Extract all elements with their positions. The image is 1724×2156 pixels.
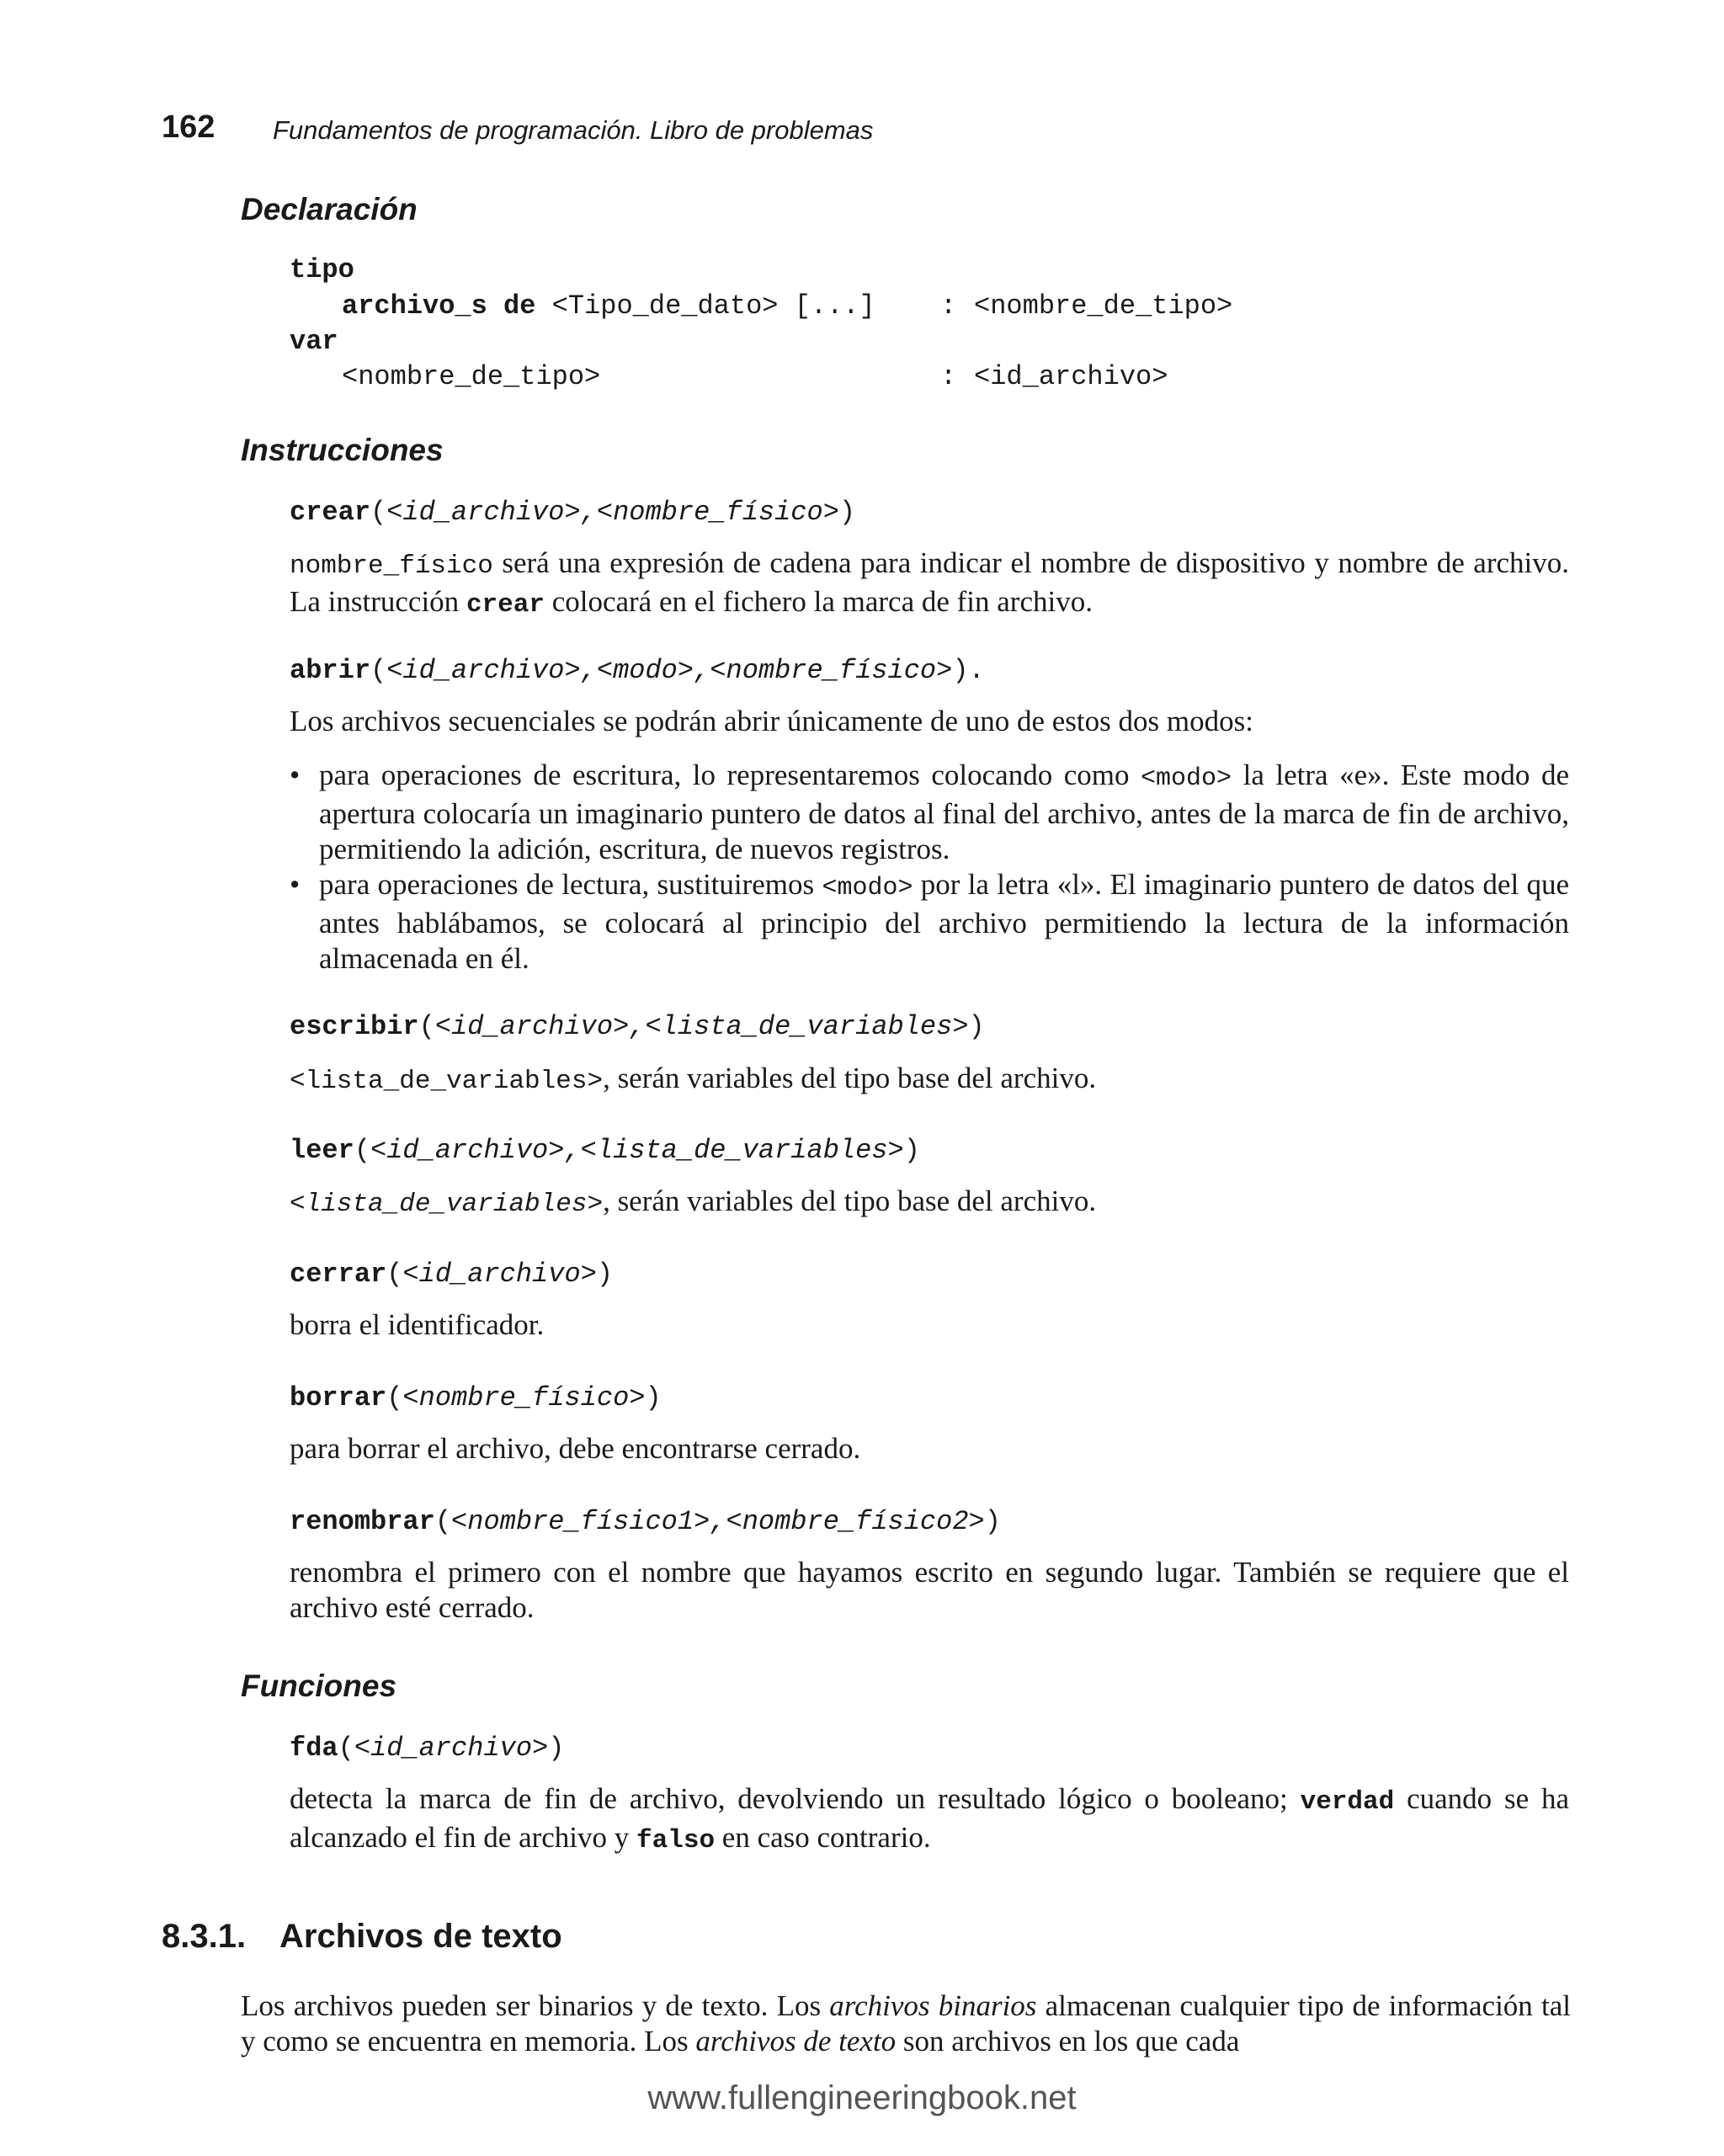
bullet-icon: • bbox=[290, 759, 301, 791]
function-name: cerrar bbox=[290, 1259, 387, 1290]
code-line-archivo bbox=[342, 290, 875, 322]
list-text: para operaciones de lectura, sustituiremos bbox=[319, 868, 822, 901]
description-text: cuando se ha alcanzado el fin de archivo y bbox=[290, 1782, 1569, 1854]
description-text: , serán variables del tipo base del archivo. bbox=[603, 1184, 1097, 1217]
paren-open: ( bbox=[418, 1011, 435, 1042]
list-item bbox=[290, 867, 1569, 977]
signature-fda bbox=[290, 1733, 564, 1764]
signature-renombrar bbox=[290, 1506, 1001, 1537]
signature-leer bbox=[290, 1135, 920, 1166]
description-escribir bbox=[290, 1061, 1569, 1099]
paragraph-text: almacenan cualquier tipo de información tal y como se encuentra en memoria. Los bbox=[241, 1989, 1571, 2058]
section-number: 8.3.1. bbox=[162, 1918, 247, 1955]
code-line-tipo bbox=[290, 254, 354, 285]
paren-close: ) bbox=[645, 1382, 662, 1413]
signature-crear bbox=[290, 497, 855, 528]
bullet-icon: • bbox=[290, 868, 301, 901]
heading-funciones: Funciones bbox=[241, 1669, 397, 1703]
paren-open: ( bbox=[386, 1259, 403, 1290]
running-title: Fundamentos de programación. Libro de problemas bbox=[273, 115, 874, 145]
description-text: será una expresión de cadena para indicar el nombre de dispositivo y nombre de archivo. La instrucción bbox=[290, 546, 1569, 618]
paren-close: ) bbox=[903, 1135, 920, 1166]
paren-open: ( bbox=[370, 497, 387, 528]
description-leer bbox=[290, 1184, 1569, 1222]
keyword-var: var bbox=[290, 326, 338, 357]
function-args: <id_archivo>,<lista_de_variables> bbox=[434, 1011, 969, 1042]
keyword-archivo-s-de: archivo_s de bbox=[342, 290, 536, 322]
code-var-type: <nombre_de_tipo> bbox=[342, 361, 601, 392]
function-args: <id_archivo>,<lista_de_variables> bbox=[370, 1135, 904, 1166]
code-line-var bbox=[290, 326, 338, 357]
list-item bbox=[290, 758, 1569, 867]
paren-open: ( bbox=[370, 655, 387, 686]
inline-code: verdad bbox=[1300, 1787, 1395, 1817]
description-renombrar: renombra el primero con el nombre que hayamos escrito en segundo lugar. También se requiere que el archivo esté cerrado. bbox=[290, 1556, 1569, 1624]
description-text: en caso contrario. bbox=[715, 1821, 931, 1854]
inline-code: crear bbox=[466, 590, 545, 620]
paren-close: ) bbox=[548, 1733, 565, 1764]
heading-instrucciones: Instrucciones bbox=[241, 433, 444, 467]
list-text: para operaciones de escritura, lo representaremos colocando como bbox=[319, 759, 1141, 791]
section-title: Archivos de texto bbox=[279, 1918, 562, 1955]
description-borrar: para borrar el archivo, debe encontrarse cerrado. bbox=[290, 1432, 861, 1465]
description-text: colocará en el fichero la marca de fin archivo. bbox=[544, 585, 1093, 618]
inline-code: <modo> bbox=[1141, 764, 1232, 793]
emphasis: archivos de texto bbox=[695, 2025, 897, 2058]
signature-borrar bbox=[290, 1382, 662, 1413]
paren-close: ) bbox=[838, 497, 856, 528]
function-args: <nombre_físico> bbox=[402, 1382, 646, 1413]
paren-open: ( bbox=[386, 1382, 403, 1413]
type-placeholder: <Tipo_de_dato> [...] bbox=[551, 290, 875, 322]
function-name: leer bbox=[290, 1135, 354, 1166]
heading-declaracion: Declaración bbox=[241, 192, 418, 226]
footer-url: www.fullengineeringbook.net bbox=[647, 2079, 1077, 2116]
paren-open: ( bbox=[354, 1135, 371, 1166]
function-args: <id_archivo> bbox=[354, 1733, 549, 1764]
inline-code: falso bbox=[636, 1826, 716, 1855]
signature-abrir bbox=[290, 655, 985, 686]
paren-open: ( bbox=[434, 1506, 452, 1537]
function-name: crear bbox=[290, 497, 371, 528]
code-id-archivo: <id_archivo> bbox=[974, 361, 1168, 392]
function-args: <id_archivo>,<nombre_físico> bbox=[386, 497, 839, 528]
function-name: escribir bbox=[290, 1011, 419, 1042]
paren-close: ) bbox=[596, 1259, 614, 1290]
function-name: abrir bbox=[290, 655, 371, 686]
function-args: <nombre_físico1>,<nombre_físico2> bbox=[451, 1506, 985, 1537]
section-paragraph bbox=[241, 1988, 1571, 2059]
paren-close: ) bbox=[968, 1011, 985, 1042]
description-text: , serán variables del tipo base del archivo. bbox=[603, 1062, 1097, 1094]
code-nombre-de-tipo: <nombre_de_tipo> bbox=[974, 290, 1233, 322]
emphasis: archivos binarios bbox=[829, 1989, 1037, 2022]
description-cerrar: borra el identificador. bbox=[290, 1308, 545, 1341]
modes-list bbox=[290, 758, 1569, 977]
inline-code: <lista_de_variables> bbox=[290, 1190, 604, 1219]
inline-code: nombre_físico bbox=[290, 551, 493, 581]
list-text: la letra «e». Este modo de apertura colocaría un imaginario puntero de datos al final del archivo, antes de la marca de fin de archivo, permitiendo la adición, escritura, de nuevos registros. bbox=[319, 759, 1569, 865]
function-name: renombrar bbox=[290, 1506, 435, 1537]
function-name: fda bbox=[290, 1733, 338, 1764]
signature-cerrar bbox=[290, 1259, 613, 1290]
code-colon-2: : bbox=[940, 361, 957, 392]
description-abrir: Los archivos secuenciales se podrán abrir únicamente de uno de estos dos modos: bbox=[290, 705, 1253, 737]
paren-close: ) bbox=[984, 1506, 1001, 1537]
paragraph-text: Los archivos pueden ser binarios y de texto. Los bbox=[241, 1989, 830, 2022]
list-text: por la letra «l». El imaginario puntero de datos del que antes hablábamos, se colocará al principio del archivo permitiendo la lectura de la información almacenada en él. bbox=[319, 868, 1569, 975]
description-text: detecta la marca de fin de archivo, devolviendo un resultado lógico o booleano; bbox=[290, 1782, 1301, 1815]
inline-code: <modo> bbox=[822, 874, 913, 902]
description-fda bbox=[290, 1781, 1569, 1859]
function-name: borrar bbox=[290, 1382, 387, 1413]
description-crear bbox=[290, 546, 1569, 623]
inline-code: <lista_de_variables> bbox=[290, 1067, 604, 1096]
paren-open: ( bbox=[338, 1733, 354, 1764]
signature-escribir bbox=[290, 1011, 985, 1042]
paren-close: ). bbox=[952, 655, 985, 686]
function-args: <id_archivo>,<modo>,<nombre_físico> bbox=[386, 655, 953, 686]
code-colon-1: : bbox=[940, 290, 957, 322]
function-args: <id_archivo> bbox=[402, 1259, 597, 1290]
keyword-tipo: tipo bbox=[290, 254, 354, 285]
paragraph-text: son archivos en los que cada bbox=[896, 2025, 1240, 2058]
page-number: 162 bbox=[162, 109, 216, 145]
